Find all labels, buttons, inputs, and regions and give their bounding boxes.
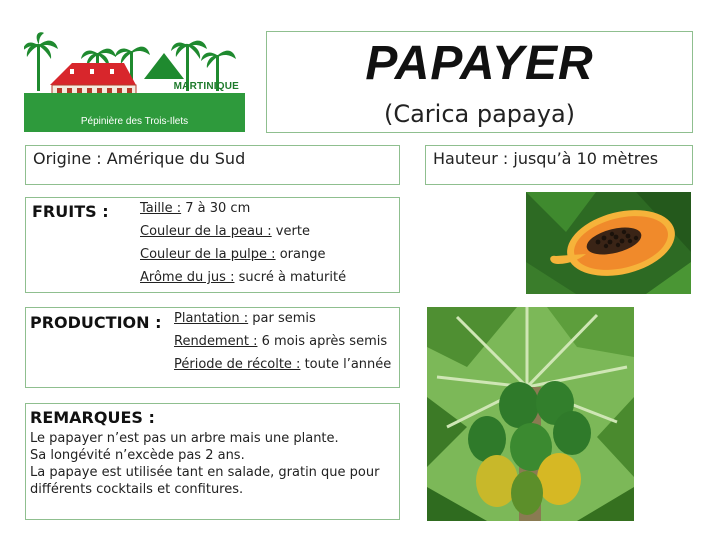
remark-line: Le papayer n’est pas un arbre mais une plante. bbox=[30, 431, 339, 446]
fruit-row bbox=[140, 224, 310, 239]
production-value: 6 mois après semis bbox=[257, 334, 388, 349]
fruit-row bbox=[140, 247, 325, 262]
production-value: toute l’année bbox=[300, 357, 392, 372]
production-heading: PRODUCTION : bbox=[30, 313, 162, 332]
fruits-heading: FRUITS : bbox=[32, 202, 109, 221]
fruit-label: Couleur de la peau : bbox=[140, 224, 272, 239]
origin-text: Origine : Amérique du Sud bbox=[33, 149, 246, 168]
production-row bbox=[174, 357, 391, 372]
papaya-cut-image bbox=[526, 192, 691, 294]
logo-brand: MARTINIQUE bbox=[173, 81, 239, 92]
fruit-label: Couleur de la pulpe : bbox=[140, 247, 276, 262]
fruit-row bbox=[140, 270, 346, 285]
height-text: Hauteur : jusqu’à 10 mètres bbox=[433, 149, 659, 168]
production-label: Rendement : bbox=[174, 334, 258, 349]
production-label: Plantation : bbox=[174, 311, 249, 326]
title-box bbox=[266, 31, 693, 133]
production-row bbox=[174, 334, 387, 349]
fruit-value: 7 à 30 cm bbox=[181, 201, 251, 216]
remarks-section bbox=[25, 403, 400, 520]
remark-line: Sa longévité n’excède pas 2 ans. bbox=[30, 448, 245, 463]
papaya-tree-illustration bbox=[427, 307, 634, 521]
height-box bbox=[425, 145, 693, 185]
logo-subtitle: Pépinière des Trois-Ilets bbox=[80, 116, 189, 127]
remarks-heading: REMARQUES : bbox=[30, 408, 155, 427]
remarks-body bbox=[30, 430, 396, 498]
fruits-section bbox=[25, 197, 400, 293]
papaya-cut-illustration bbox=[526, 192, 691, 294]
latin-name: (Carica papaya) bbox=[383, 100, 576, 128]
production-section bbox=[25, 307, 400, 388]
fruit-value: orange bbox=[275, 247, 326, 262]
fruit-value: verte bbox=[271, 224, 310, 239]
page-title: PAPAYER bbox=[365, 37, 594, 90]
production-label: Période de récolte : bbox=[174, 357, 301, 372]
fruit-label: Arôme du jus : bbox=[140, 270, 235, 285]
fruit-row bbox=[140, 201, 250, 216]
remark-line: La papaye est utilisée tant en salade, gratin que pour bbox=[30, 465, 380, 480]
production-row bbox=[174, 311, 316, 326]
fruit-value: sucré à maturité bbox=[234, 270, 347, 285]
production-value: par semis bbox=[248, 311, 316, 326]
origin-box bbox=[25, 145, 400, 185]
nursery-logo bbox=[24, 31, 245, 132]
papaya-tree-image bbox=[427, 307, 634, 521]
remark-line: différents cocktails et confitures. bbox=[30, 482, 244, 497]
fruit-label: Taille : bbox=[140, 201, 182, 216]
